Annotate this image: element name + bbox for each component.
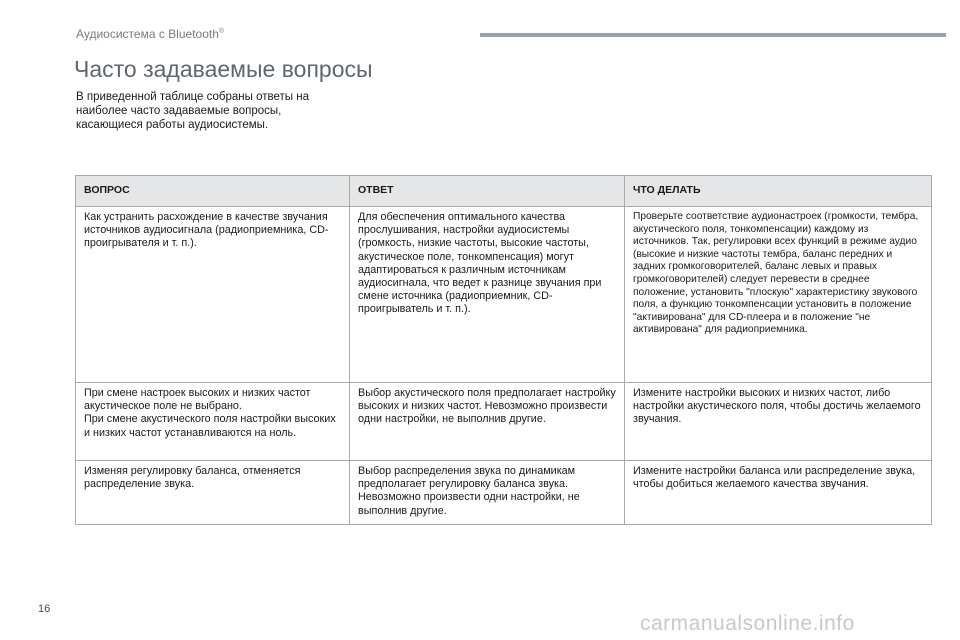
- question-cell: Изменяя регулировку баланса, отменяется распределение звука.: [76, 461, 350, 525]
- trademark-symbol: ®: [218, 28, 225, 35]
- faq-table: [75, 175, 932, 525]
- header-divider-bar: [480, 33, 946, 37]
- section-header-label: Аудиосистема с Bluetooth: [76, 27, 219, 41]
- page-title: Часто задаваемые вопросы: [74, 56, 373, 82]
- action-cell: Проверьте соответствие аудионастроек (громкости, тембра, акустического поля, тонкомпенсации) каждому из источников. Так, регулировки всех функций в режиме аудио (высокие и низкие частоты тембра, баланс передних и задних громкоговорителей, баланс левых и правых громкоговорителей) следует перевести в среднее положение, установить "плоскую" характеристику звукового поля, а функцию тонкомпенсации установить в положение "активирована" для CD-плеера и в положение "не активирована" для радиоприемника.: [625, 207, 932, 383]
- question-cell: При смене настроек высоких и низких частот акустическое поле не выбрано. При смене акустического поля настройки высоких и низких частот устанавливаются на ноль.: [76, 383, 350, 461]
- action-cell: Измените настройки высоких и низких частот, либо настройки акустического поля, чтобы достичь желаемого звучания.: [625, 383, 932, 461]
- answer-cell: Для обеспечения оптимального качества прослушивания, настройки аудиосистемы (громкость, низкие частоты, высокие частоты, акустическое поле, тонкомпенсация) могут адаптироваться к различным источникам аудиосигнала, что ведет к разнице звучания при смене источника (радиоприемник, CD-проигрыватель и т. п.).: [350, 207, 625, 383]
- column-header-question: ВОПРОС: [76, 176, 350, 207]
- answer-cell: Выбор распределения звука по динамикам предполагает регулировку баланса звука. Невозможно произвести одни настройки, не выполнив другие.: [350, 461, 625, 525]
- section-header: [76, 27, 224, 41]
- answer-cell: Выбор акустического поля предполагает настройку высоких и низких частот. Невозможно произвести одни настройки, не выполнив другие.: [350, 383, 625, 461]
- column-header-answer: ОТВЕТ: [350, 176, 625, 207]
- question-cell: Как устранить расхождение в качестве звучания источников аудиосигнала (радиоприемника, CD-проигрывателя и т. п.).: [76, 207, 350, 383]
- column-header-action: ЧТО ДЕЛАТЬ: [625, 176, 932, 207]
- intro-paragraph: В приведенной таблице собраны ответы на наиболее часто задаваемые вопросы, касающиеся работы аудиосистемы.: [76, 91, 309, 131]
- table-row: [76, 383, 932, 461]
- watermark: carmanualsonline.info: [640, 612, 855, 635]
- table-row: [76, 461, 932, 525]
- table-header-row: [76, 176, 932, 207]
- page-number: 16: [38, 603, 51, 615]
- action-cell: Измените настройки баланса или распределение звука, чтобы добиться желаемого качества звучания.: [625, 461, 932, 525]
- table-row: [76, 207, 932, 383]
